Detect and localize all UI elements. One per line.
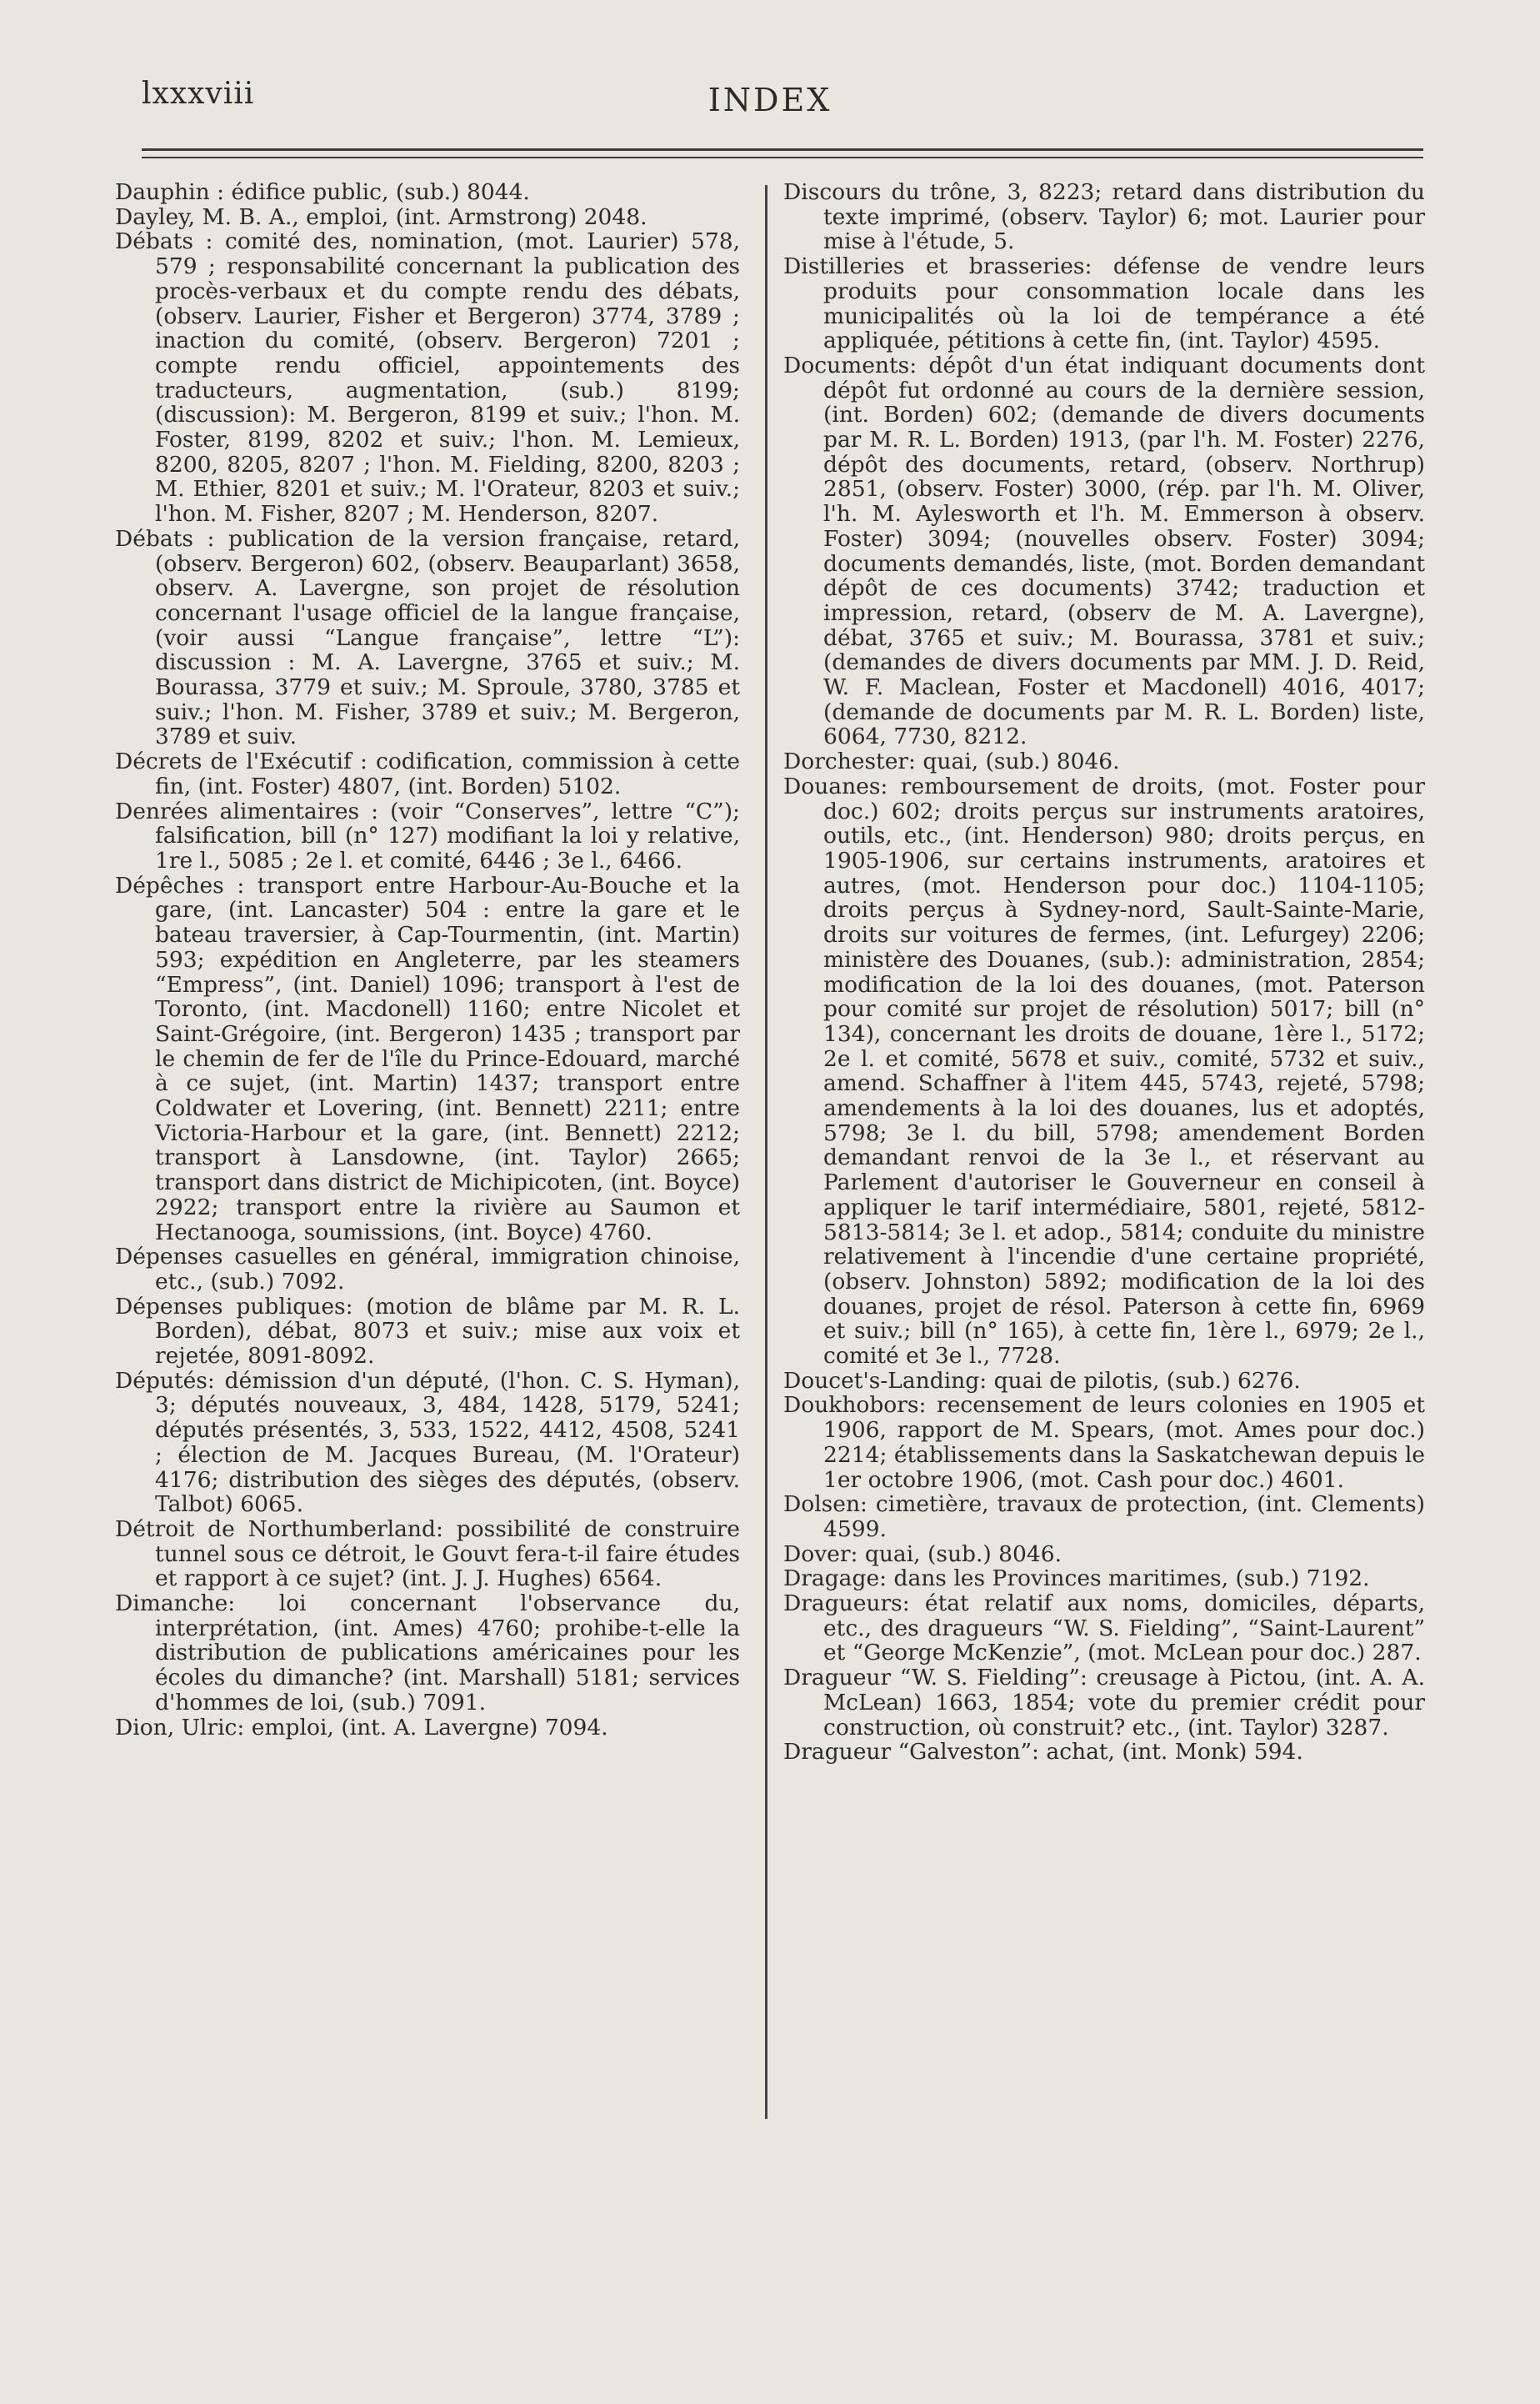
header-rule-bottom xyxy=(142,157,1423,158)
index-entry: Dayley, M. B. A., emploi, (int. Armstrong) 2048. xyxy=(115,203,648,230)
page-number: lxxxviii xyxy=(142,77,255,111)
index-entry: Dépêches : transport entre Harbour-Au-Bouche et la gare, (int. Lancaster) 504 : entre la gare et le bateau traversier, à Cap-Tourmentin, (int. Martin) 593; expédition en Angleterre, par les steamers “Empress”, (int. Daniel) 1096; transport à l'est de Toronto, (int. Macdonell) 1160; entre Nicolet et Saint-Grégoire, (int. Bergeron) 1435 ; transport par le chemin de fer de l'île du Prince-Edouard, marché à ce sujet, (int. Martin) 1437; transport entre Coldwater et Lovering, (int. Bennett) 2211; entre Victoria-Harbour et la gare, (int. Bennett) 2212; transport à Lansdowne, (int. Taylor) 2665; transport dans district de Michipicoten, (int. Boyce) 2922; transport entre la rivière au Saumon et Hectanooga, soumissions, (int. Boyce) 4760. xyxy=(115,872,740,1245)
index-entry: Débats : comité des, nomination, (mot. Laurier) 578, 579 ; responsabilité concernant la publication des procès-verbaux et du compte rendu des débats, (observ. Laurier, Fisher et Bergeron) 3774, 3789 ; inaction du comité, (observ. Bergeron) 7201 ; compte rendu officiel, appointements des traducteurs, augmentation, (sub.) 8199; (discussion): M. Bergeron, 8199 et suiv.; l'hon. M. Foster, 8199, 8202 et suiv.; l'hon. M. Lemieux, 8200, 8205, 8207 ; l'hon. M. Fielding, 8200, 8203 ; M. Ethier, 8201 et suiv.; M. l'Orateur, 8203 et suiv.; l'hon. M. Fisher, 8207 ; M. Henderson, 8207. xyxy=(115,228,740,528)
index-entry: Députés: démission d'un député, (l'hon. C. S. Hyman), 3; députés nouveaux, 3, 484, 1428, 5179, 5241; députés présentés, 3, 533, 1522, 4412, 4508, 5241 ; élection de M. Jacques Bureau, (M. l'Orateur) 4176; distribution des sièges des députés, (observ. Talbot) 6065. xyxy=(115,1367,740,1518)
index-entry: Dolsen: cimetière, travaux de protection, (int. Clements) 4599. xyxy=(783,1491,1425,1542)
index-entry: Dragage: dans les Provinces maritimes, (sub.) 7192. xyxy=(783,1565,1370,1592)
index-entry: Dorchester: quai, (sub.) 8046. xyxy=(783,749,1120,775)
index-entry: Dragueur “W. S. Fielding”: creusage à Pictou, (int. A. A. McLean) 1663, 1854; vote du premier crédit pour construction, où construit? etc., (int. Taylor) 3287. xyxy=(783,1665,1425,1740)
index-entry: Dépenses publiques: (motion de blâme par M. R. L. Borden), débat, 8073 et suiv.; mise aux voix et rejetée, 8091-8092. xyxy=(115,1293,740,1370)
page-title: INDEX xyxy=(708,82,832,118)
column-divider xyxy=(765,185,768,2119)
index-entry: Doukhobors: recensement de leurs colonies en 1905 et 1906, rapport de M. Spears, (mot. Ames pour doc.) 2214; établissements dans la Saskatchewan depuis le 1er octobre 1906, (mot. Cash pour doc.) 4601. xyxy=(783,1392,1425,1493)
index-entry: Discours du trône, 3, 8223; retard dans distribution du texte imprimé, (observ. Taylor) 6; mot. Laurier pour mise à l'étude, 5. xyxy=(783,179,1425,255)
index-entry: Documents: dépôt d'un état indiquant documents dont dépôt fut ordonné au cours de la dernière session, (int. Borden) 602; (demande de divers documents par M. R. L. Borden) 1913, (par l'h. M. Foster) 2276, dépôt des documents, retard, (observ. Northrup) 2851, (observ. Foster) 3000, (rép. par l'h. M. Oliver, l'h. M. Aylesworth et l'h. M. Emmerson à observ. Foster) 3094; (nouvelles observ. Foster) 3094; documents demandés, liste, (mot. Borden demandant dépôt de ces documents) 3742; traduction et impression, retard, (observ de M. A. Lavergne), débat, 3765 et suiv.; M. Bourassa, 3781 et suiv.; (demandes de divers documents par MM. J. D. Reid, W. F. Maclean, Foster et Macdonell) 4016, 4017; (demande de documents par M. R. L. Borden) liste, 6064, 7730, 8212. xyxy=(783,352,1425,750)
index-entry: Distilleries et brasseries: défense de vendre leurs produits pour consommation locale dans les municipalités où la loi de tempérance a été appliquée, pétitions à cette fin, (int. Taylor) 4595. xyxy=(783,253,1425,354)
index-entry: Débats : publication de la version française, retard, (observ. Bergeron) 602, (observ. Beauparlant) 3658, observ. A. Lavergne, son projet de résolution concernant l'usage officiel de la langue française, (voir aussi “Langue française”, lettre “L”): discussion : M. A. Lavergne, 3765 et suiv.; M. Bourassa, 3779 et suiv.; M. Sproule, 3780, 3785 et suiv.; l'hon. M. Fisher, 3789 et suiv.; M. Bergeron, 3789 et suiv. xyxy=(115,525,740,750)
index-entry: Dion, Ulric: emploi, (int. A. Lavergne) 7094. xyxy=(115,1714,608,1740)
index-entry: Détroit de Northumberland: possibilité de construire tunnel sous ce détroit, le Gouvt fera-t-il faire études et rapport à ce sujet? (int. J. J. Hughes) 6564. xyxy=(115,1515,740,1592)
index-entry: Doucet's-Landing: quai de pilotis, (sub.) 6276. xyxy=(783,1367,1301,1394)
index-column-left xyxy=(115,180,740,1740)
index-entry: Dimanche: loi concernant l'observance du, interprétation, (int. Ames) 4760; prohibe-t-elle la distribution de publications américaines pour les écoles du dimanche? (int. Marshall) 5181; services d'hommes de loi, (sub.) 7091. xyxy=(115,1590,740,1715)
index-entry: Dauphin : édifice public, (sub.) 8044. xyxy=(115,179,530,205)
index-entry: Dover: quai, (sub.) 8046. xyxy=(783,1540,1062,1567)
index-entry: Dragueur “Galveston”: achat, (int. Monk) 594. xyxy=(783,1739,1303,1765)
index-entry: Dépenses casuelles en général, immigration chinoise, etc., (sub.) 7092. xyxy=(115,1244,740,1295)
index-entry: Dragueurs: état relatif aux noms, domiciles, départs, etc., des dragueurs “W. S. Fielding”, “Saint-Laurent” et “George McKenzie”, (mot. McLean pour doc.) 287. xyxy=(783,1590,1425,1666)
index-entry: Douanes: remboursement de droits, (mot. Foster pour doc.) 602; droits perçus sur instruments aratoires, outils, etc., (int. Henderson) 980; droits perçus, en 1905-1906, sur certains instruments, aratoires et autres, (mot. Henderson pour doc.) 1104-1105; droits perçus à Sydney-nord, Sault-Sainte-Marie, droits sur voitures de fermes, (int. Lefurgey) 2206; ministère des Douanes, (sub.): administration, 2854; modification de la loi des douanes, (mot. Paterson pour comité sur projet de résolution) 5017; bill (n° 134), concernant les droits de douane, 1ère l., 5172; 2e l. et comité, 5678 et suiv., comité, 5732 et suiv., amend. Schaffner à l'item 445, 5743, rejeté, 5798; amendements à la loi des douanes, lus et adoptés, 5798; 3e l. du bill, 5798; amendement Borden demandant renvoi de la 3e l., et réservant au Parlement d'autoriser le Gouverneur en conseil à appliquer le tarif intermédiaire, 5801, rejeté, 5812-5813-5814; 3e l. et adop., 5814; conduite du ministre relativement à l'incendie d'une certaine propriété, (observ. Johnston) 5892; modification de la loi des douanes, projet de résol. Paterson à cette fin, 6969 et suiv.; bill (n° 165), à cette fin, 1ère l., 6979; 2e l., comité et 3e l., 7728. xyxy=(783,773,1425,1370)
index-column-right xyxy=(783,180,1425,1765)
header-rule-top xyxy=(142,148,1423,151)
index-entry: Denrées alimentaires : (voir “Conserves”, lettre “C”); falsification, bill (n° 127) modifiant la loi y relative, 1re l., 5085 ; 2e l. et comité, 6446 ; 3e l., 6466. xyxy=(115,798,740,874)
index-entry: Décrets de l'Exécutif : codification, commission à cette fin, (int. Foster) 4807, (int. Borden) 5102. xyxy=(115,749,740,799)
